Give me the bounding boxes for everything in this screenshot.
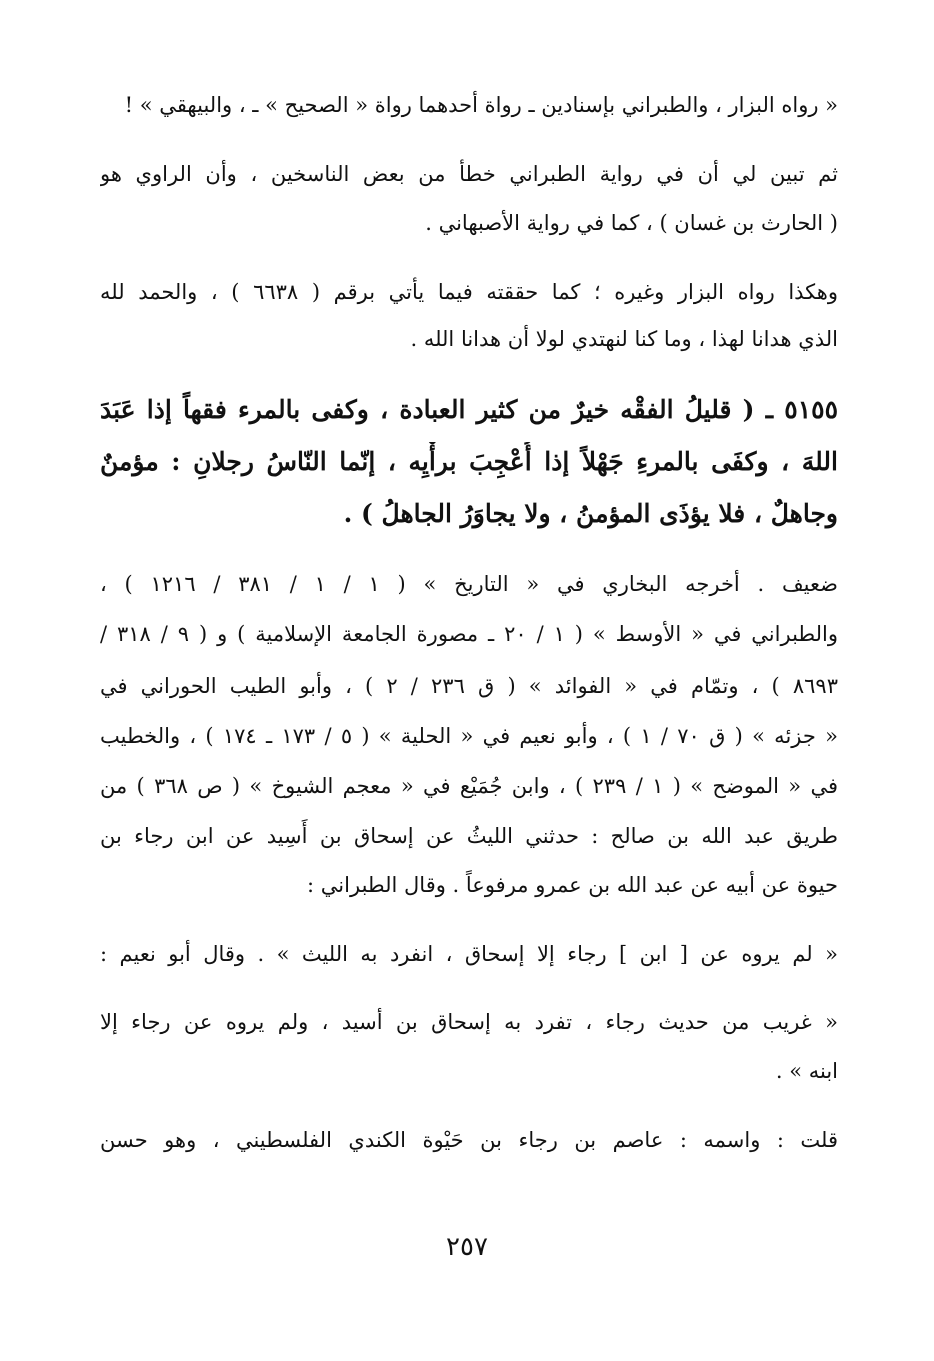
- text-line: [100, 616, 838, 652]
- text-line: [100, 768, 838, 804]
- line-text: ٨٦٩٣ ) ، وتمّام في « الفوائد » ( ق ٢٣٦ / ٢ ) ، وأبو الطيب الحوراني في: [100, 674, 838, 698]
- text-line: [100, 1004, 838, 1040]
- text-line: [100, 88, 838, 122]
- hadith-line: [100, 390, 838, 430]
- line-text: ( الحارث بن غسان ) ، كما في رواية الأصبهاني .: [425, 211, 838, 235]
- line-text: « جزئه » ( ق ٧٠ / ١ ) ، وأبو نعيم في « الحلية » ( ٥ / ١٧٣ ـ ١٧٤ ) ، والخطيب: [100, 724, 838, 748]
- text-line: [100, 1054, 838, 1088]
- text-line: [100, 206, 838, 240]
- text-line: [100, 718, 838, 754]
- page-number: ٢٥٧: [446, 1232, 488, 1262]
- hadith-line: [100, 442, 838, 482]
- line-text: « رواه البزار ، والطبراني بإسنادين ـ رواة أحدهما رواة « الصحيح » ـ ، والبيهقي » !: [124, 93, 838, 117]
- text-line: [100, 156, 838, 192]
- line-text: ابنه » .: [775, 1059, 838, 1083]
- text-line: [100, 322, 838, 356]
- line-text: في « الموضح » ( ١ / ٢٣٩ ) ، وابن جُمَيْع في « معجم الشيوخ » ( ص ٣٦٨ ) من: [100, 774, 838, 798]
- line-text: « لم يروه عن [ ابن ] رجاء إلا إسحاق ، انفرد به الليث » . وقال أبو نعيم :: [100, 942, 838, 966]
- hadith-line: [100, 494, 838, 534]
- text-line: [100, 1122, 838, 1158]
- text-line: [100, 818, 838, 854]
- hadith-text: اللهَ ، وكفَى بالمرءِ جَهْلاً إذا أُعْجِبَ برأْيِه ، إنّما النّاسُ رجلانِ : مؤمنٌ: [100, 447, 838, 476]
- text-line: [100, 668, 838, 704]
- line-text: ضعيف . أخرجه البخاري في « التاريخ » ( ١ / ١ / ٣٨١ / ١٢١٦ ) ،: [100, 572, 838, 596]
- hadith-text: ٥١٥٥ ـ ( قليلُ الفقْه خيرٌ من كثير العبادة ، وكفى بالمرء فقهاً إذا عَبَدَ: [100, 395, 838, 424]
- text-line: [100, 566, 838, 602]
- line-text: والطبراني في « الأوسط » ( ١ / ٢٠ ـ مصورة الجامعة الإسلامية ) و ( ٩ / ٣١٨ /: [100, 622, 838, 646]
- line-text: الذي هدانا لهذا ، وما كنا لنهتدي لولا أن هدانا الله .: [410, 327, 838, 351]
- line-text: قلت : واسمه : عاصم بن رجاء بن حَيْوة الكندي الفلسطيني ، وهو حسن: [100, 1128, 838, 1152]
- line-text: وهكذا رواه البزار وغيره ؛ كما حققته فيما يأتي برقم ( ٦٦٣٨ ) ، والحمد لله: [100, 280, 838, 304]
- text-line: [100, 274, 838, 310]
- line-text: ثم تبين لي أن في رواية الطبراني خطأ من بعض الناسخين ، وأن الراوي هو: [100, 162, 838, 186]
- hadith-text: وجاهلٌ ، فلا يؤذَى المؤمنُ ، ولا يجاوَرُ الجاهلُ ) .: [343, 499, 838, 528]
- text-line: [100, 936, 838, 972]
- line-text: « غريب من حديث رجاء ، تفرد به إسحاق بن أسيد ، ولم يروه عن رجاء إلا: [100, 1010, 838, 1034]
- text-line: [100, 868, 838, 902]
- line-text: حيوة عن أبيه عن عبد الله بن عمرو مرفوعاً . وقال الطبراني :: [307, 873, 838, 897]
- line-text: طريق عبد الله بن صالح : حدثني الليثُ عن إسحاق بن أَسِيد عن ابن رجاء بن: [100, 824, 838, 848]
